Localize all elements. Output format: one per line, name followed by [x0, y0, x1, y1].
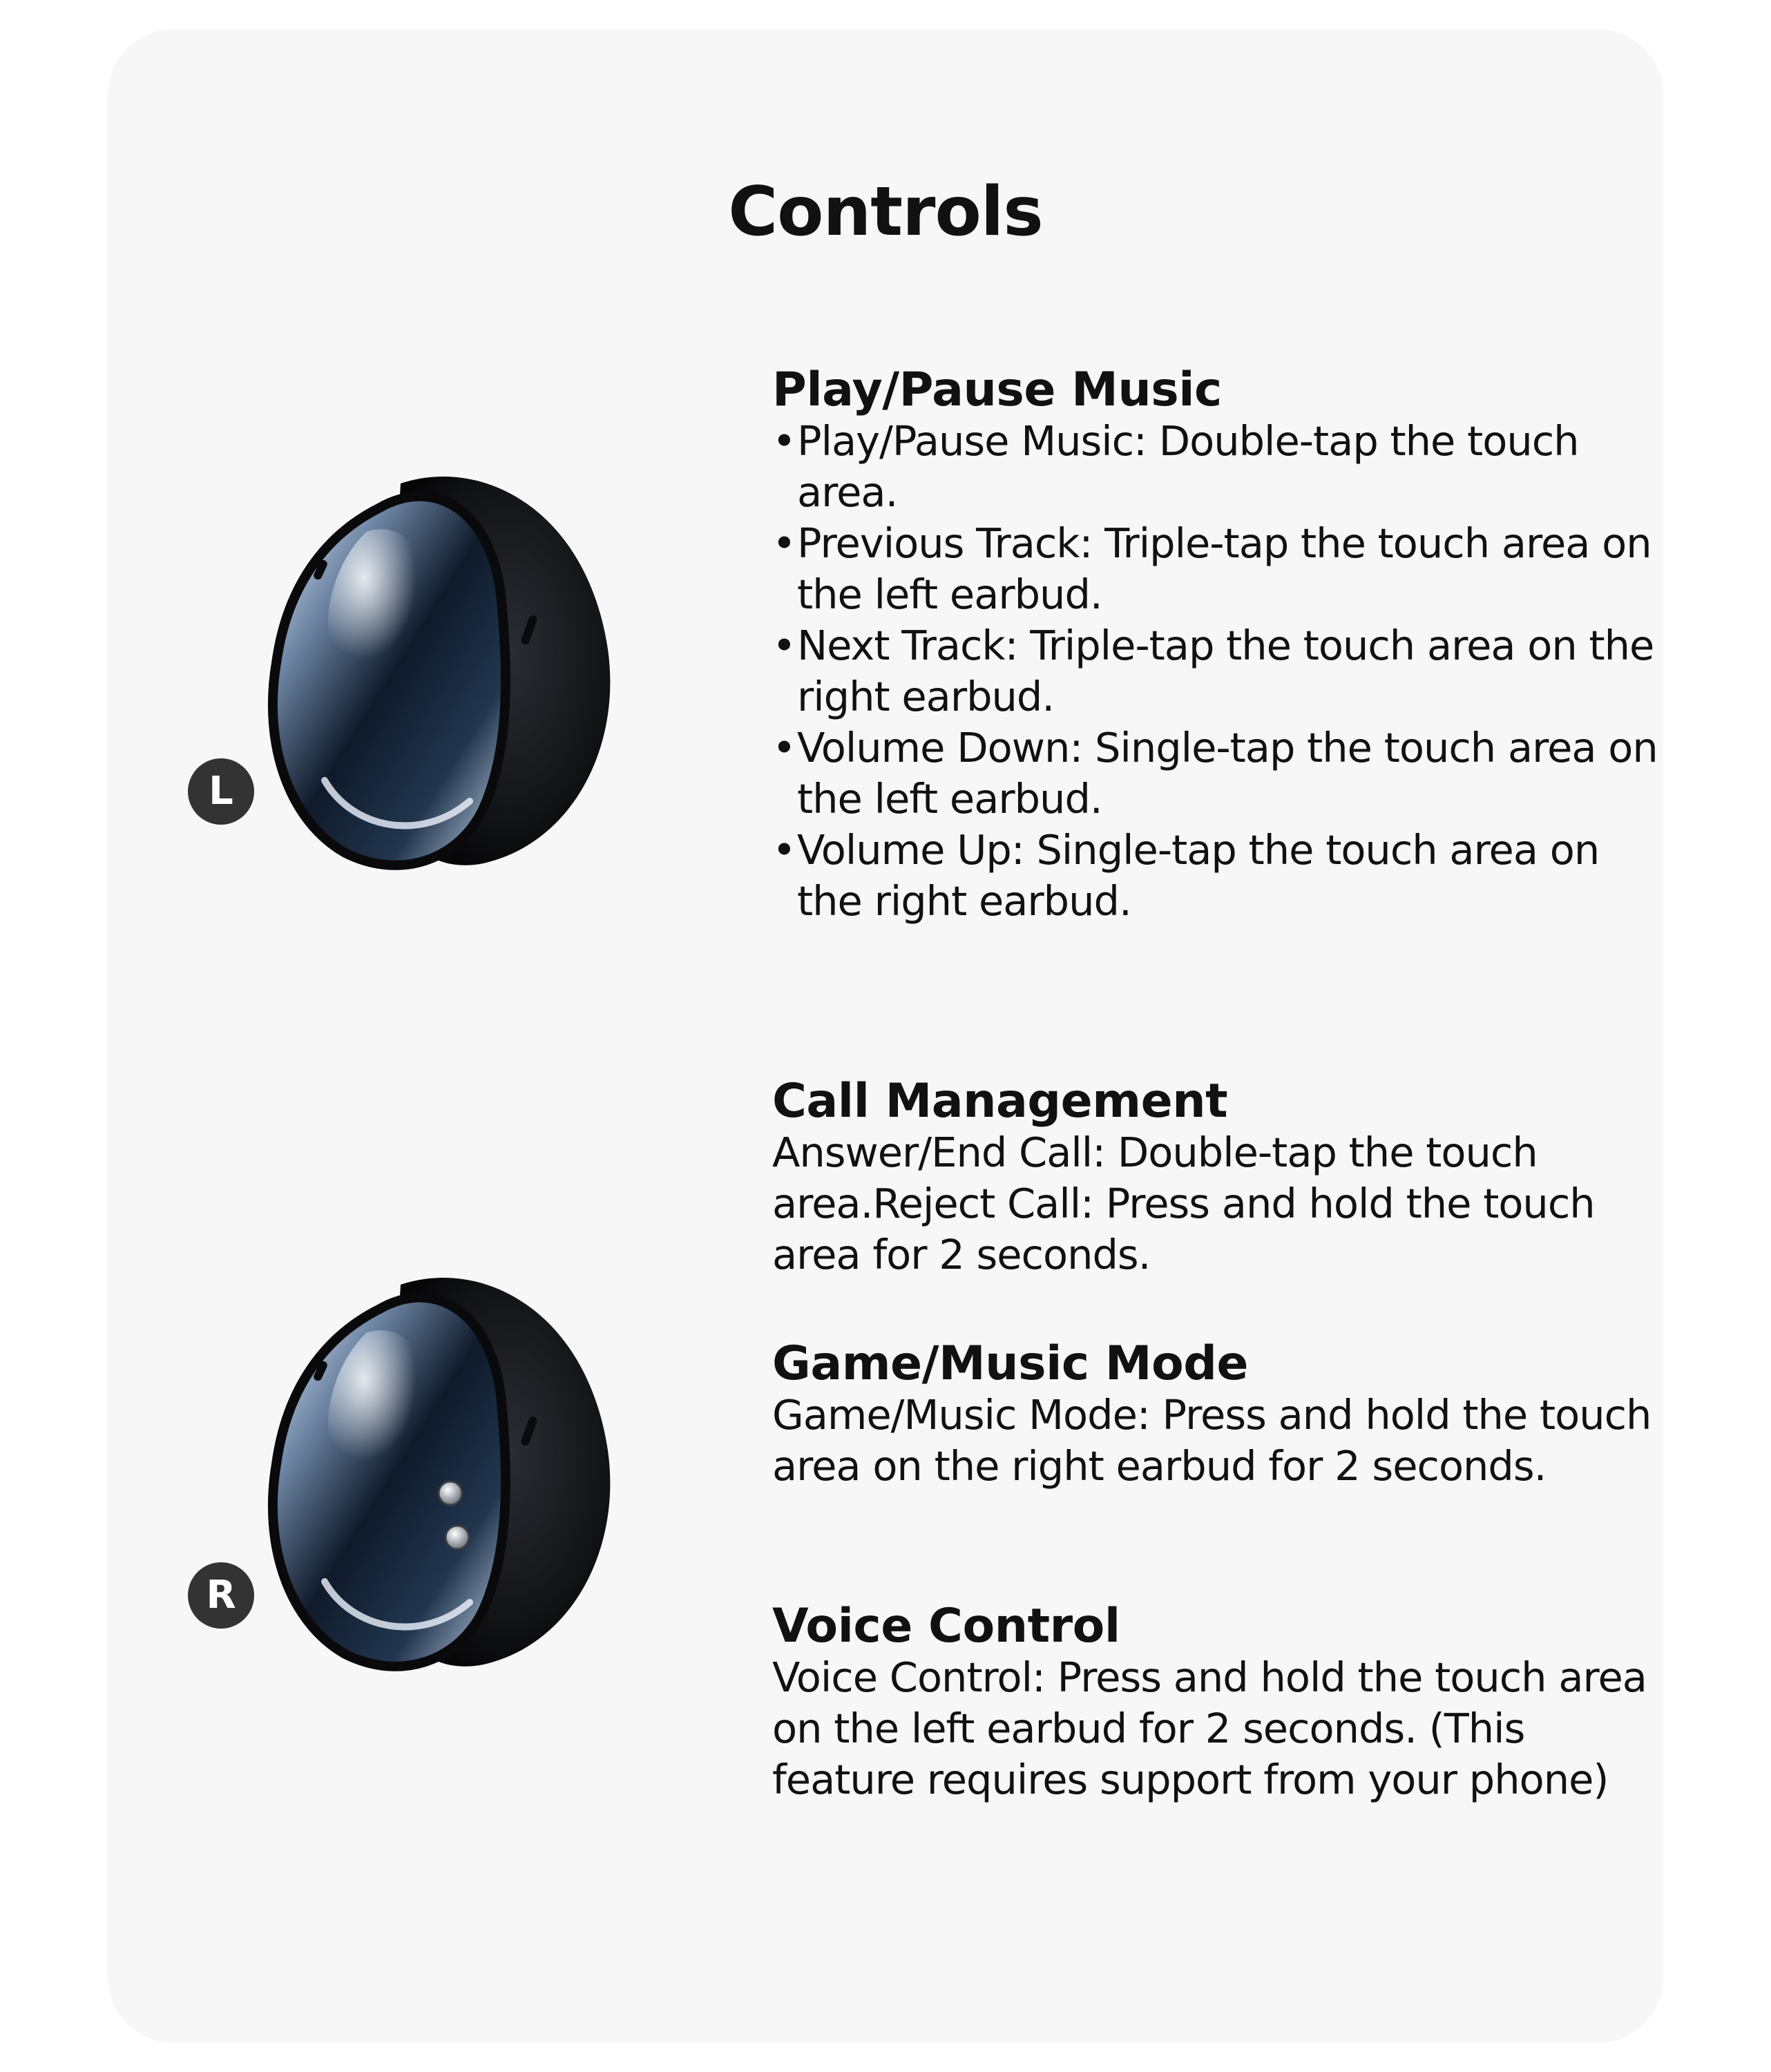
- call-management-section: [772, 1076, 1663, 1280]
- right-earbud-icon: [262, 1257, 622, 1671]
- list-item: • Play/Pause Music: Double-tap the touch area.: [772, 416, 1663, 518]
- play-pause-list: [772, 416, 1663, 927]
- play-pause-section: [772, 365, 1663, 927]
- game-music-title: Game/Music Mode: [772, 1336, 1249, 1391]
- call-management-title: Call Management: [772, 1074, 1228, 1129]
- right-earbud-badge: R: [188, 1562, 254, 1629]
- left-earbud-badge: L: [188, 758, 254, 825]
- game-music-section: [772, 1336, 1663, 1492]
- list-item: • Next Track: Triple-tap the touch area on the right earbud.: [772, 620, 1663, 722]
- voice-control-section: [772, 1601, 1663, 1805]
- left-earbud-icon: [262, 456, 622, 870]
- game-music-text: Game/Music Mode: Press and hold the touch area on the right earbud for 2 seconds.: [772, 1391, 1652, 1490]
- call-management-text: Answer/End Call: Double-tap the touch area.Reject Call: Press and hold the touch area for 2 seconds.: [772, 1129, 1595, 1278]
- play-pause-title: Play/Pause Music: [772, 363, 1222, 417]
- list-item: • Volume Down: Single-tap the touch area on the left earbud.: [772, 722, 1663, 825]
- voice-control-title: Voice Control: [772, 1599, 1120, 1653]
- voice-control-text: Voice Control: Press and hold the touch area on the left earbud for 2 seconds. (This feature requires support from your phone): [772, 1653, 1647, 1803]
- list-item: • Volume Up: Single-tap the touch area on the right earbud.: [772, 825, 1663, 927]
- list-item: • Previous Track: Triple-tap the touch area on the left earbud.: [772, 518, 1663, 620]
- page-title: Controls: [728, 173, 1043, 251]
